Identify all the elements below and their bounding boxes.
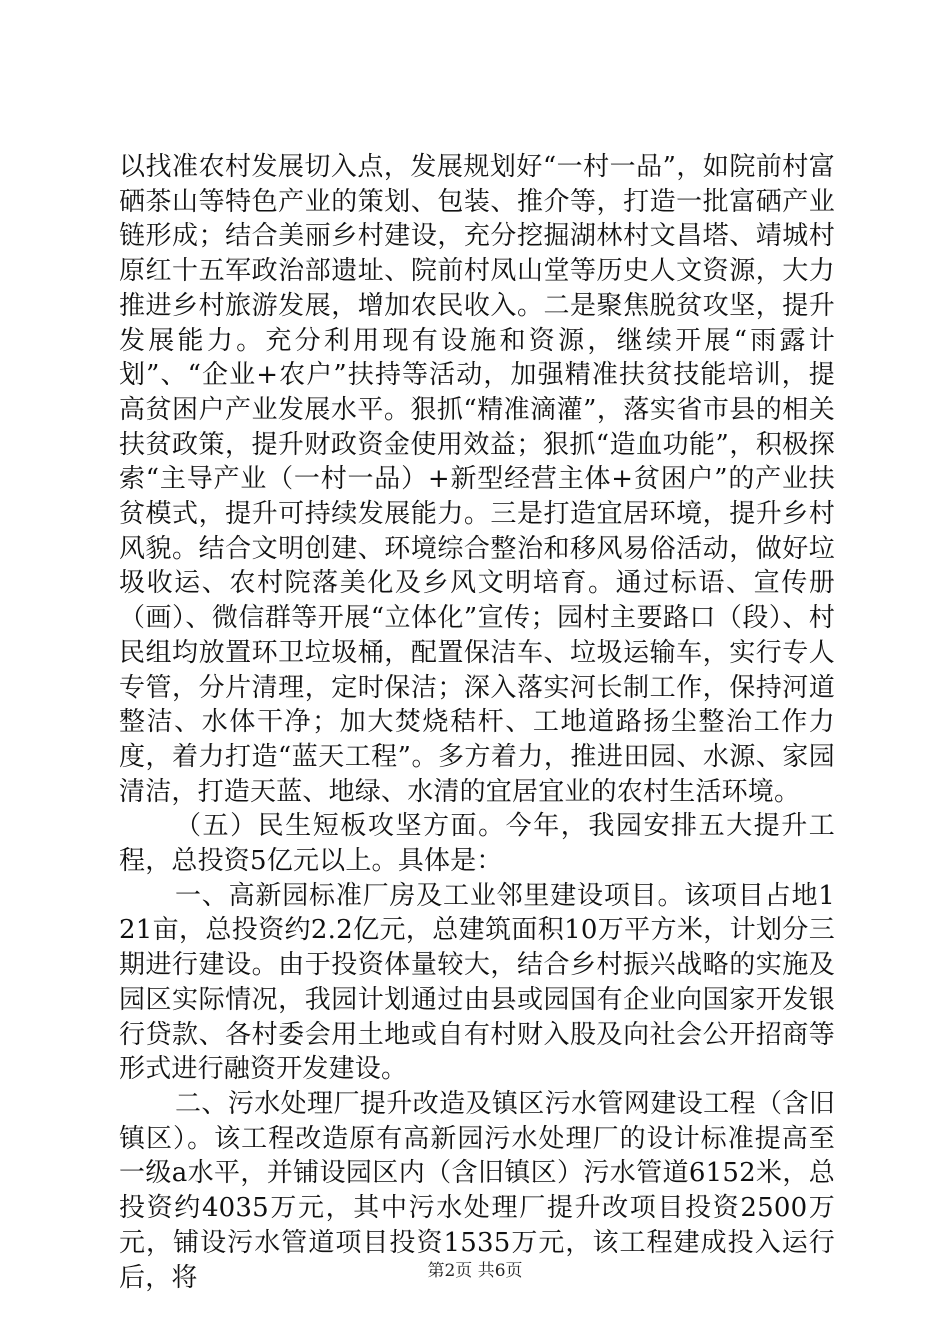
document-body: [119, 150, 835, 1295]
paragraph-section-five: （五）民生短板攻坚方面。今年，我园安排五大提升工程，总投资5亿元以上。具体是：: [119, 811, 835, 877]
paragraph-continuation: 以找准农村发展切入点，发展规划好“一村一品”，如院前村富硒茶山等特色产业的策划、包装、推介等，打造一批富硒产业链形成；结合美丽乡村建设，充分挖掘湖林村文昌塔、靖城村原红十五军政治部遗址、院前村凤山堂等历史人文资源，大力推进乡村旅游发展，增加农民收入。二是聚焦脱贫攻坚，提升发展能力。充分利用现有设施和资源，继续开展“雨露计划”、“企业+农户”扶持等活动，加强精准扶贫技能培训，提高贫困户产业发展水平。狠抓“精准滴灌”，落实省市县的相关扶贫政策，提升财政资金使用效益；狠抓“造血功能”，积极探索“主导产业（一村一品）+新型经营主体+贫困户”的产业扶贫模式，提升可持续发展能力。三是打造宜居环境，提升乡村风貌。结合文明创建、环境综合整治和移风易俗活动，做好垃圾收运、农村院落美化及乡风文明培育。通过标语、宣传册（画）、微信群等开展“立体化”宣传；园村主要路口（段）、村民组均放置环卫垃圾桶，配置保洁车、垃圾运输车，实行专人专管，分片清理，定时保洁；深入落实河长制工作，保持河道整洁、水体干净；加大焚烧秸杆、工地道路扬尘整治工作力度，着力打造“蓝天工程”。多方着力，推进田园、水源、家园清洁，打造天蓝、地绿、水清的宜居宜业的农村生活环境。: [119, 152, 835, 807]
paragraph-item-two: 二、污水处理厂提升改造及镇区污水管网建设工程（含旧镇区）。该工程改造原有高新园污水处理厂的设计标准提高至一级a水平，并铺设园区内（含旧镇区）污水管道6152米，总投资约4035万元，其中污水处理厂提升改项目投资2500万元，铺设污水管道项目投资1535万元，该工程建成投入运行后，将: [119, 1088, 835, 1293]
page-footer: 第2页 共6页: [427, 1261, 523, 1281]
paragraph-item-one: 一、高新园标准厂房及工业邻里建设项目。该项目占地121亩，总投资约2.2亿元，总建筑面积10万平方米，计划分三期进行建设。由于投资体量较大，结合乡村振兴战略的实施及园区实际情况，我园计划通过由县或园国有企业向国家开发银行贷款、各村委会用土地或自有村财入股及向社会公开招商等形式进行融资开发建设。: [119, 880, 835, 1085]
